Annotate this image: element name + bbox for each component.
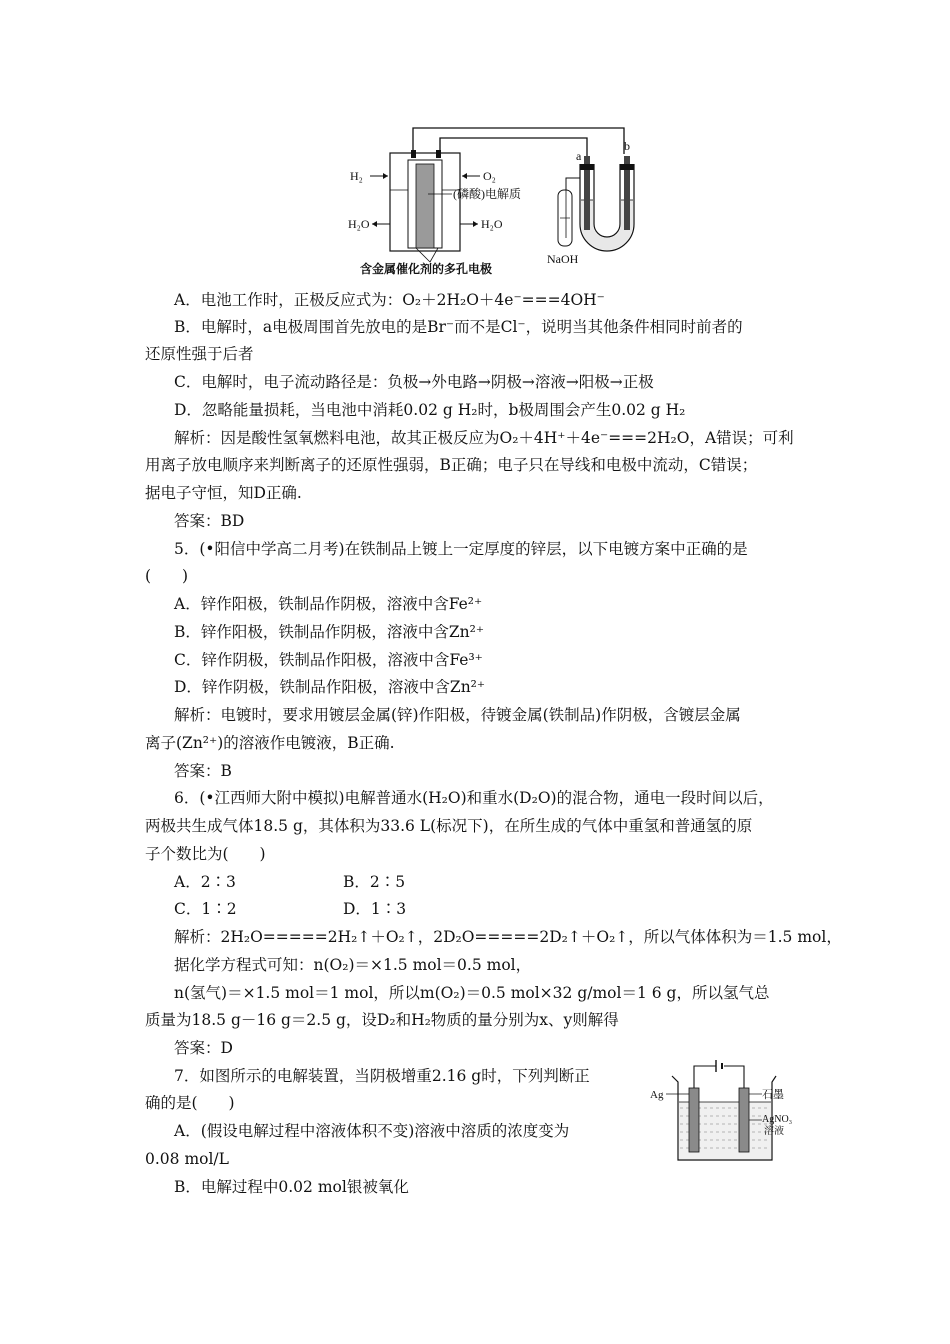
q4-explanation-line1: 解析：因是酸性氢氧燃料电池，故其正极反应为O₂＋4H⁺＋4e⁻===2H₂O，A错误；可利 [174, 429, 794, 447]
q5-option-d: D．锌作阴极，铁制品作阳极，溶液中含Zn²⁺ [174, 678, 486, 696]
q4-answer: 答案：BD [174, 512, 245, 530]
q7-stem-line2: 确的是( ) [145, 1094, 235, 1112]
q4-option-d: D．忽略能量损耗，当电池中消耗0.02 g H₂时，b极周围会产生0.02 g H₂ [174, 401, 686, 419]
q7-option-b: B．电解过程中0.02 mol银被氧化 [174, 1178, 409, 1196]
q4-option-b-line2: 还原性强于后者 [145, 345, 254, 363]
q6-option-d: D．1∶3 [343, 900, 407, 918]
q5-explanation-line2: 离子(Zn²⁺)的溶液作电镀液，B正确. [145, 734, 395, 752]
q4-option-c: C．电解时，电子流动路径是：负极→外电路→阴极→溶液→阳极→正极 [174, 373, 654, 391]
o2-label: O₂ [483, 169, 496, 183]
fuel-cell-electrolysis-figure [340, 120, 670, 280]
h2o-left-label: H₂O [348, 217, 370, 231]
q6-explanation-line3: n(氢气)＝×1.5 mol＝1 mol，所以m(O₂)＝0.5 mol×32 g/mol＝1 6 g，所以氢气总 [174, 984, 770, 1002]
q6-explanation-line1: 解析：2H₂O=====2H₂↑＋O₂↑，2D₂O=====2D₂↑＋O₂↑，所以气体体积为＝1.5 mol， [174, 928, 842, 946]
graphite-electrode-label: 石墨 [762, 1089, 784, 1101]
agno3-label: AgNO₃ [762, 1114, 793, 1125]
q7-option-a-line2: 0.08 mol/L [145, 1150, 229, 1168]
q4-explanation-line2: 用离子放电顺序来判断离子的还原性强弱，B正确；电子只在导线和电极中流动，C错误； [145, 456, 758, 474]
q5-stem-line2: ( ) [145, 567, 189, 585]
electrode-a-label: a [576, 149, 582, 163]
q6-option-a: A．2∶3 [174, 873, 236, 891]
q7-stem-line1: 7．如图所示的电解装置，当阴极增重2.16 g时，下列判断正 [174, 1067, 590, 1085]
q4-option-b-line1: B．电解时，a电极周围首先放电的是Br⁻而不是Cl⁻，说明当其他条件相同时前者的 [174, 318, 743, 336]
q6-explanation-line2: 据化学方程式可知：n(O₂)＝×1.5 mol＝0.5 mol， [174, 956, 532, 974]
q6-option-b: B．2∶5 [343, 873, 406, 891]
q6-option-c: C．1∶2 [174, 900, 237, 918]
electrode-b-label: b [624, 139, 630, 153]
q5-stem-line1: 5．(•阳信中学高二月考)在铁制品上镀上一定厚度的锌层，以下电镀方案中正确的是 [174, 540, 748, 558]
q5-answer: 答案：B [174, 762, 232, 780]
q6-answer: 答案：D [174, 1039, 233, 1057]
q6-stem-line3: 子个数比为( ) [145, 845, 266, 863]
h2-label: H₂ [350, 169, 363, 183]
q6-stem-line2: 两极共生成气体18.5 g，其体积为33.6 L(标况下)，在所生成的气体中重氢和普通氢的原 [145, 817, 753, 835]
q5-explanation-line1: 解析：电镀时，要求用镀层金属(锌)作阳极，待镀金属(铁制品)作阴极，含镀层金属 [174, 706, 741, 724]
q6-explanation-line4: 质量为18.5 g－16 g＝2.5 g，设D₂和H₂物质的量分别为x、y则解得 [145, 1011, 619, 1029]
q4-explanation-line3: 据电子守恒，知D正确. [145, 484, 302, 502]
q5-option-c: C．锌作阴极，铁制品作阳极，溶液中含Fe³⁺ [174, 651, 483, 669]
naoh-label: NaOH [547, 252, 579, 266]
q6-stem-line1: 6．(•江西师大附中模拟)电解普通水(H₂O)和重水(D₂O)的混合物，通电一段时间以后， [174, 789, 774, 807]
electrode-label: 含金属催化剂的多孔电极 [360, 262, 493, 276]
solution-label: 溶液 [764, 1126, 784, 1137]
q7-option-a-line1: A．(假设电解过程中溶液体积不变)溶液中溶质的浓度变为 [174, 1122, 570, 1140]
electrolysis-cell-figure [650, 1058, 810, 1168]
h2o-right-label: H₂O [481, 217, 503, 231]
q4-option-a: A．电池工作时，正极反应式为：O₂＋2H₂O＋4e⁻===4OH⁻ [174, 291, 605, 309]
electrolyte-label: (磷酸)电解质 [453, 187, 521, 201]
q5-option-b: B．锌作阳极，铁制品作阴极，溶液中含Zn²⁺ [174, 623, 485, 641]
q5-option-a: A．锌作阳极，铁制品作阴极，溶液中含Fe²⁺ [174, 595, 483, 613]
ag-electrode-label: Ag [650, 1089, 664, 1101]
